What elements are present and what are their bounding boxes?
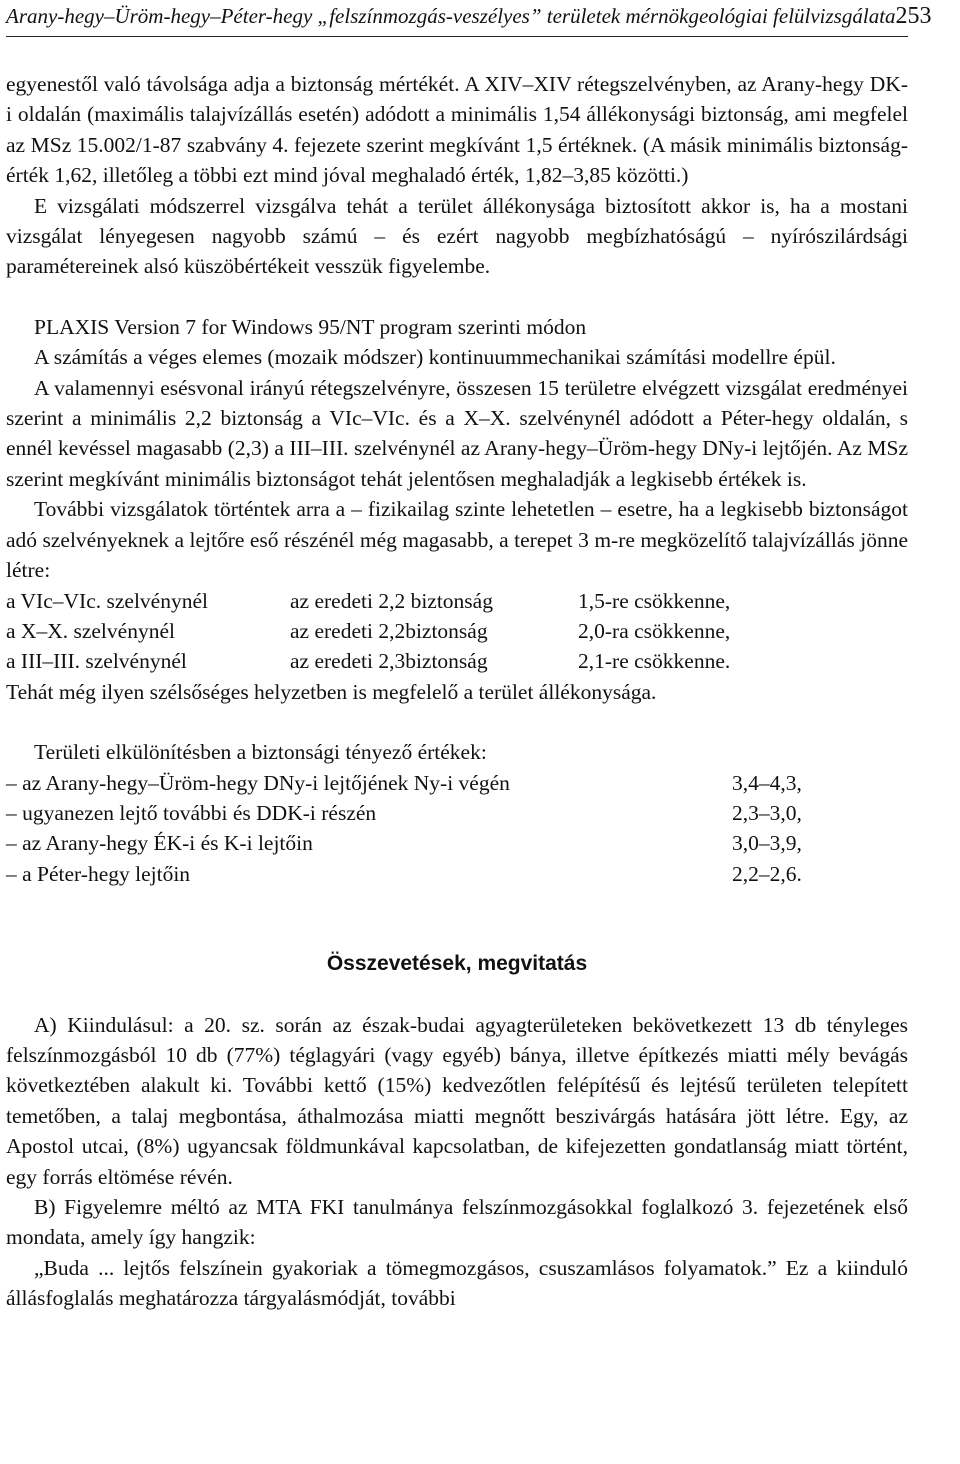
spacer (6, 707, 908, 737)
factor-value: 3,0–3,9, (732, 831, 802, 856)
paragraph: E vizsgálati módszerrel vizsgálva tehát a terület állékonysága biztosított akkor is, ha a mostani vizsgálat lényegesen nagyobb számú – és ezért nagyobb megbízhatóságú – nyírószilárdsági paramétereinek alsó küszöbértékeit vesszük figyelembe. (6, 193, 908, 279)
factor-value: 3,4–4,3, (732, 770, 802, 795)
reduced-cell: 2,0-ra csökkenne, (578, 618, 731, 643)
paragraph: B) Figyelemre méltó az MTA FKI tanulmánya felszínmozgásokkal foglalkozó 3. fejezetének első mondata, amely így hangzik: (6, 1195, 908, 1250)
original-cell: az eredeti 2,3biztonság (290, 649, 488, 674)
area-label: – az Arany-hegy–Üröm-hegy DNy-i lejtőjének Ny-i végén (6, 770, 510, 795)
paragraph: A valamennyi esésvonal irányú rétegszelvényre, összesen 15 területre elvégzett vizsgálat eredményei szerint a minimális 2,2 biztonság a VIc–VIc. és a X–X. szelvénynél adódott a Péter-hegy oldalán, s ennél kevéssel magasabb (2,3) a III–III. szelvénynél az Arany-hegy–Üröm-hegy DNy-i lejtőjén. Az MSz szerint megkívánt minimális biztonságot tehát jelentősen meghaladják a legkisebb értékek is. (6, 375, 908, 491)
safety-value-row (6, 798, 908, 828)
paragraph: „Buda ... lejtős felszínein gyakoriak a tömegmozgásos, csuszamlásos folyamatok.” Ez a kiinduló állásfoglalás meghatározza tárgyalásmódját, további (6, 1255, 908, 1311)
safety-values-list (6, 768, 908, 890)
section-heading: Összevetések, megvitatás (326, 952, 588, 976)
factor-value: 2,2–2,6. (732, 861, 802, 886)
reduced-cell: 2,1-re csökkenne. (578, 649, 731, 674)
running-header (6, 0, 932, 37)
paragraph: PLAXIS Version 7 for Windows 95/NT program szerinti módon (34, 314, 587, 339)
reduction-table (6, 586, 908, 677)
reduction-row (6, 646, 908, 676)
original-cell: az eredeti 2,2biztonság (290, 618, 488, 643)
reduction-row (6, 586, 908, 616)
spacer (6, 889, 908, 949)
paragraph: egyenestől való távolsága adja a biztonság mértékét. A XIV–XIV rétegszelvényben, az Arany-hegy DK-i oldalán (maximális talajvízállás esetén) adódott a minimális 1,54 állékonysági biztonság, ami megfelel az MSz 15.002/1-87 szabvány 4. fejezete szerint megkívánt 1,5 értéknek. (A másik minimális biztonság-érték 1,62, illetőleg a többi ezt mind jóval meghaladó érték, 1,82–3,85 közötti.) (6, 72, 908, 188)
profile-cell: a VIc–VIc. szelvénynél (6, 588, 208, 613)
document-body (6, 69, 908, 1314)
reduction-row (6, 616, 908, 646)
paragraph: Tehát még ilyen szélsőséges helyzetben is megfelelő a terület állékonysága. (6, 679, 657, 704)
area-label: – az Arany-hegy ÉK-i és K-i lejtőin (6, 831, 313, 856)
paragraph: További vizsgálatok történtek arra a – fizikailag szinte lehetetlen – esetre, ha a legkisebb biztonságot adó szelvényeknek a lejtőre eső részénél még magasabb, a terepet 3 m-re megközelítő talajvízállás jönne létre: (6, 497, 908, 583)
profile-cell: a III–III. szelvénynél (6, 649, 187, 674)
factor-value: 2,3–3,0, (732, 800, 802, 825)
area-label: – ugyanezen lejtő további és DDK-i részén (6, 800, 377, 825)
paragraph: A) Kiindulásul: a 20. sz. során az észak-budai agyagterületeken bekövetkezett 13 db tényleges felszínmozgásból 10 db (77%) téglagyári (vagy egyéb) bánya, illetve építkezés miatti mély bevágás következtében alakult ki. További kettő (15%) kedvezőtlen felépítésű és lejtésű területen telepített temetőben, a talaj megbontása, áthalmozása miatti megnőtt beszivárgás hatására jött létre. Egy, az Apostol utcai, (8%) ugyancsak földmunkával kapcsolatban, de kifejezetten gondatlanság miatt történt, egy forrás eltömése révén. (6, 1012, 908, 1189)
area-label: – a Péter-hegy lejtőin (6, 861, 191, 886)
page-number: 253 (895, 3, 932, 29)
original-cell: az eredeti 2,2 biztonság (290, 588, 493, 613)
spacer (6, 282, 908, 312)
profile-cell: a X–X. szelvénynél (6, 618, 175, 643)
paragraph: Területi elkülönítésben a biztonsági tényező értékek: (34, 740, 487, 765)
spacer (6, 980, 908, 1010)
reduced-cell: 1,5-re csökkenne, (578, 588, 731, 613)
document-page (6, 0, 932, 1314)
safety-value-row (6, 859, 908, 889)
paragraph: A számítás a véges elemes (mozaik módszer) kontinuummechanikai számítási modellre épül. (34, 345, 836, 370)
safety-value-row (6, 828, 908, 858)
safety-value-row (6, 768, 908, 798)
running-title: Arany-hegy–Üröm-hegy–Péter-hegy „felszínmozgás-veszélyes” területek mérnökgeológiai felülvizsgálata (6, 4, 896, 28)
